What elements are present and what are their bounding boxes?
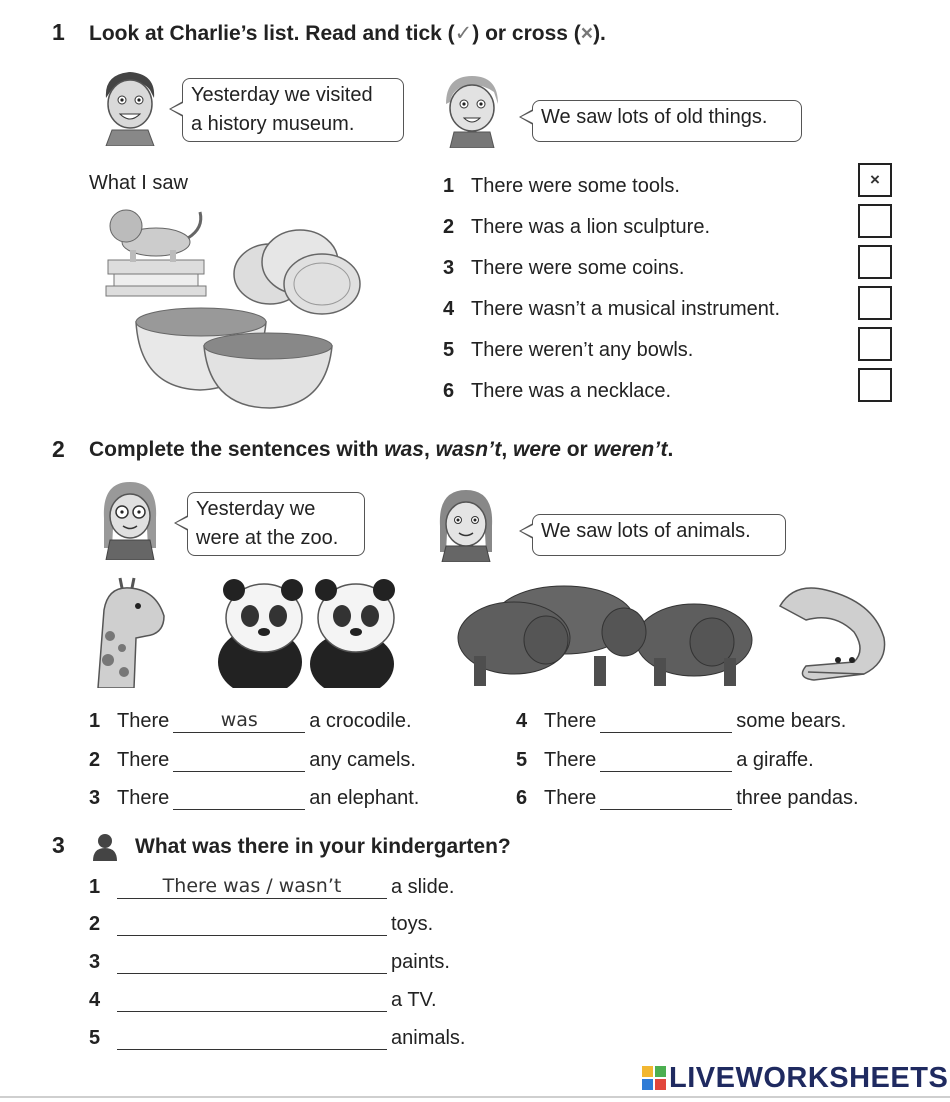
bubble-tail bbox=[169, 101, 183, 117]
item-number: 4 bbox=[89, 989, 101, 1011]
sentence-start: There bbox=[117, 710, 170, 732]
answer-box[interactable] bbox=[858, 286, 892, 320]
logo-grid-icon bbox=[642, 1066, 666, 1090]
sentence-end: three pandas. bbox=[736, 787, 859, 809]
liveworksheets-logo[interactable] bbox=[642, 1062, 948, 1095]
sentence-number: 1 bbox=[89, 710, 101, 732]
bubble-line: We saw lots of animals. bbox=[541, 520, 751, 542]
answer-blank[interactable] bbox=[173, 747, 305, 772]
cross-symbol: × bbox=[580, 22, 594, 45]
section-3-number: 3 bbox=[52, 832, 65, 858]
item-number: 5 bbox=[89, 1027, 101, 1049]
list-item bbox=[443, 216, 710, 239]
answer-blank[interactable] bbox=[117, 987, 387, 1012]
museum-objects-picture bbox=[100, 202, 420, 412]
sentence-end: some bears. bbox=[736, 710, 847, 732]
sentence-number: 6 bbox=[516, 787, 528, 809]
title-part: or bbox=[560, 438, 594, 461]
coins-icon bbox=[234, 230, 360, 314]
item-text: There wasn’t a musical instrument. bbox=[471, 298, 781, 320]
sentence-end: a slide. bbox=[391, 876, 455, 898]
title-part: Look at Charlie’s list. Read and tick ( bbox=[89, 22, 455, 45]
speech-bubble-boy bbox=[182, 78, 404, 142]
title-part: Complete the sentences with bbox=[89, 438, 385, 461]
speech-bubble-girl bbox=[187, 492, 365, 556]
sentence-number: 4 bbox=[516, 710, 528, 732]
sentence-end: animals. bbox=[391, 1027, 466, 1049]
speech-bubble-girl-2 bbox=[532, 514, 786, 556]
sentence-number: 5 bbox=[516, 749, 528, 771]
boy-illustration bbox=[98, 68, 162, 146]
person-icon bbox=[92, 833, 118, 861]
sentence-row bbox=[516, 708, 846, 733]
sentence-row bbox=[89, 708, 412, 733]
list-item bbox=[443, 257, 684, 280]
section-2-number: 2 bbox=[52, 436, 65, 462]
bubble-line: Yesterday we visited bbox=[191, 84, 373, 106]
zoo-animals-picture bbox=[94, 576, 894, 688]
sentence-number: 3 bbox=[89, 787, 101, 809]
sentence-end: a giraffe. bbox=[736, 749, 814, 771]
answer-blank[interactable] bbox=[600, 747, 732, 772]
sentence-row bbox=[516, 747, 814, 772]
sentence-start: There bbox=[544, 710, 597, 732]
sentence-end: paints. bbox=[391, 951, 450, 973]
answer-blank[interactable] bbox=[600, 785, 732, 810]
list-item bbox=[443, 298, 780, 321]
item-number: 3 bbox=[89, 951, 101, 973]
what-i-saw-label: What I saw bbox=[89, 172, 188, 194]
title-part: , bbox=[501, 438, 514, 461]
answer-box[interactable] bbox=[858, 368, 892, 402]
section-1-title bbox=[89, 21, 606, 46]
answer-blank[interactable]: There was / wasn’t bbox=[117, 874, 387, 899]
answer-row bbox=[89, 911, 433, 936]
girl-glasses-illustration bbox=[98, 478, 162, 560]
bubble-tail bbox=[519, 523, 533, 539]
sentence-start: There bbox=[544, 787, 597, 809]
sentence-start: There bbox=[117, 787, 170, 809]
answer-box[interactable] bbox=[858, 204, 892, 238]
item-number: 4 bbox=[443, 298, 455, 320]
bottom-divider bbox=[0, 1096, 950, 1098]
answer-row bbox=[89, 874, 454, 899]
sentence-end: a crocodile. bbox=[309, 710, 412, 732]
answer-blank[interactable] bbox=[117, 911, 387, 936]
sentence-row bbox=[89, 747, 416, 772]
logo-text: LIVEWORKSHEETS bbox=[669, 1062, 949, 1094]
item-text: There weren’t any bowls. bbox=[471, 339, 694, 361]
answer-row bbox=[89, 987, 437, 1012]
sentence-end: any camels. bbox=[309, 749, 416, 771]
title-part: , bbox=[423, 438, 436, 461]
list-item bbox=[443, 380, 671, 403]
answer-box[interactable]: × bbox=[858, 163, 892, 197]
title-word: was bbox=[384, 438, 424, 461]
item-number: 2 bbox=[89, 913, 101, 935]
section-1-number: 1 bbox=[52, 19, 65, 45]
item-text: There were some coins. bbox=[471, 257, 685, 279]
bubble-tail bbox=[519, 109, 533, 125]
title-word: wasn’t bbox=[435, 438, 502, 461]
sentence-row bbox=[89, 785, 419, 810]
girl-illustration bbox=[434, 486, 498, 562]
sentence-number: 2 bbox=[89, 749, 101, 771]
sentence-start: There bbox=[544, 749, 597, 771]
title-word: weren’t bbox=[593, 438, 668, 461]
answer-row bbox=[89, 949, 450, 974]
answer-box[interactable] bbox=[858, 327, 892, 361]
sentence-end: a TV. bbox=[391, 989, 437, 1011]
bubble-line: We saw lots of old things. bbox=[541, 106, 768, 128]
title-word: were bbox=[513, 438, 561, 461]
tick-symbol: ✓ bbox=[454, 22, 473, 45]
section-3-title: What was there in your kindergarten? bbox=[135, 835, 511, 858]
giraffe-icon bbox=[98, 578, 164, 688]
item-text: There was a necklace. bbox=[471, 380, 672, 402]
bubble-line: were at the zoo. bbox=[196, 527, 339, 549]
item-number: 1 bbox=[443, 175, 455, 197]
item-number: 1 bbox=[89, 876, 101, 898]
item-text: There were some tools. bbox=[471, 175, 680, 197]
bubble-line: Yesterday we bbox=[196, 498, 316, 520]
item-number: 6 bbox=[443, 380, 455, 402]
answer-box[interactable] bbox=[858, 245, 892, 279]
sentence-row bbox=[516, 785, 859, 810]
item-text: There was a lion sculpture. bbox=[471, 216, 711, 238]
sentence-end: an elephant. bbox=[309, 787, 420, 809]
answer-blank[interactable] bbox=[600, 708, 732, 733]
list-item bbox=[443, 339, 693, 362]
bubble-line: a history museum. bbox=[191, 113, 355, 135]
list-item bbox=[443, 175, 680, 198]
item-number: 5 bbox=[443, 339, 455, 361]
kid-illustration bbox=[440, 72, 504, 148]
crocodile-icon bbox=[780, 588, 885, 680]
sentence-start: There bbox=[117, 749, 170, 771]
answer-blank[interactable] bbox=[173, 785, 305, 810]
answer-blank[interactable] bbox=[117, 949, 387, 974]
bubble-tail bbox=[174, 515, 188, 531]
answer-blank[interactable]: was bbox=[173, 708, 305, 733]
bowls-icon bbox=[136, 308, 332, 408]
title-part: ) or cross ( bbox=[472, 22, 581, 45]
section-2-title bbox=[89, 438, 673, 462]
lion-sculpture-icon bbox=[106, 210, 206, 296]
title-part: . bbox=[667, 438, 674, 461]
bears-icon bbox=[458, 586, 752, 686]
sentence-end: toys. bbox=[391, 913, 434, 935]
panda-icon bbox=[218, 579, 395, 688]
title-part: ). bbox=[593, 22, 606, 45]
item-number: 3 bbox=[443, 257, 455, 279]
answer-row bbox=[89, 1025, 465, 1050]
speech-bubble-kid bbox=[532, 100, 802, 142]
item-number: 2 bbox=[443, 216, 455, 238]
answer-blank[interactable] bbox=[117, 1025, 387, 1050]
